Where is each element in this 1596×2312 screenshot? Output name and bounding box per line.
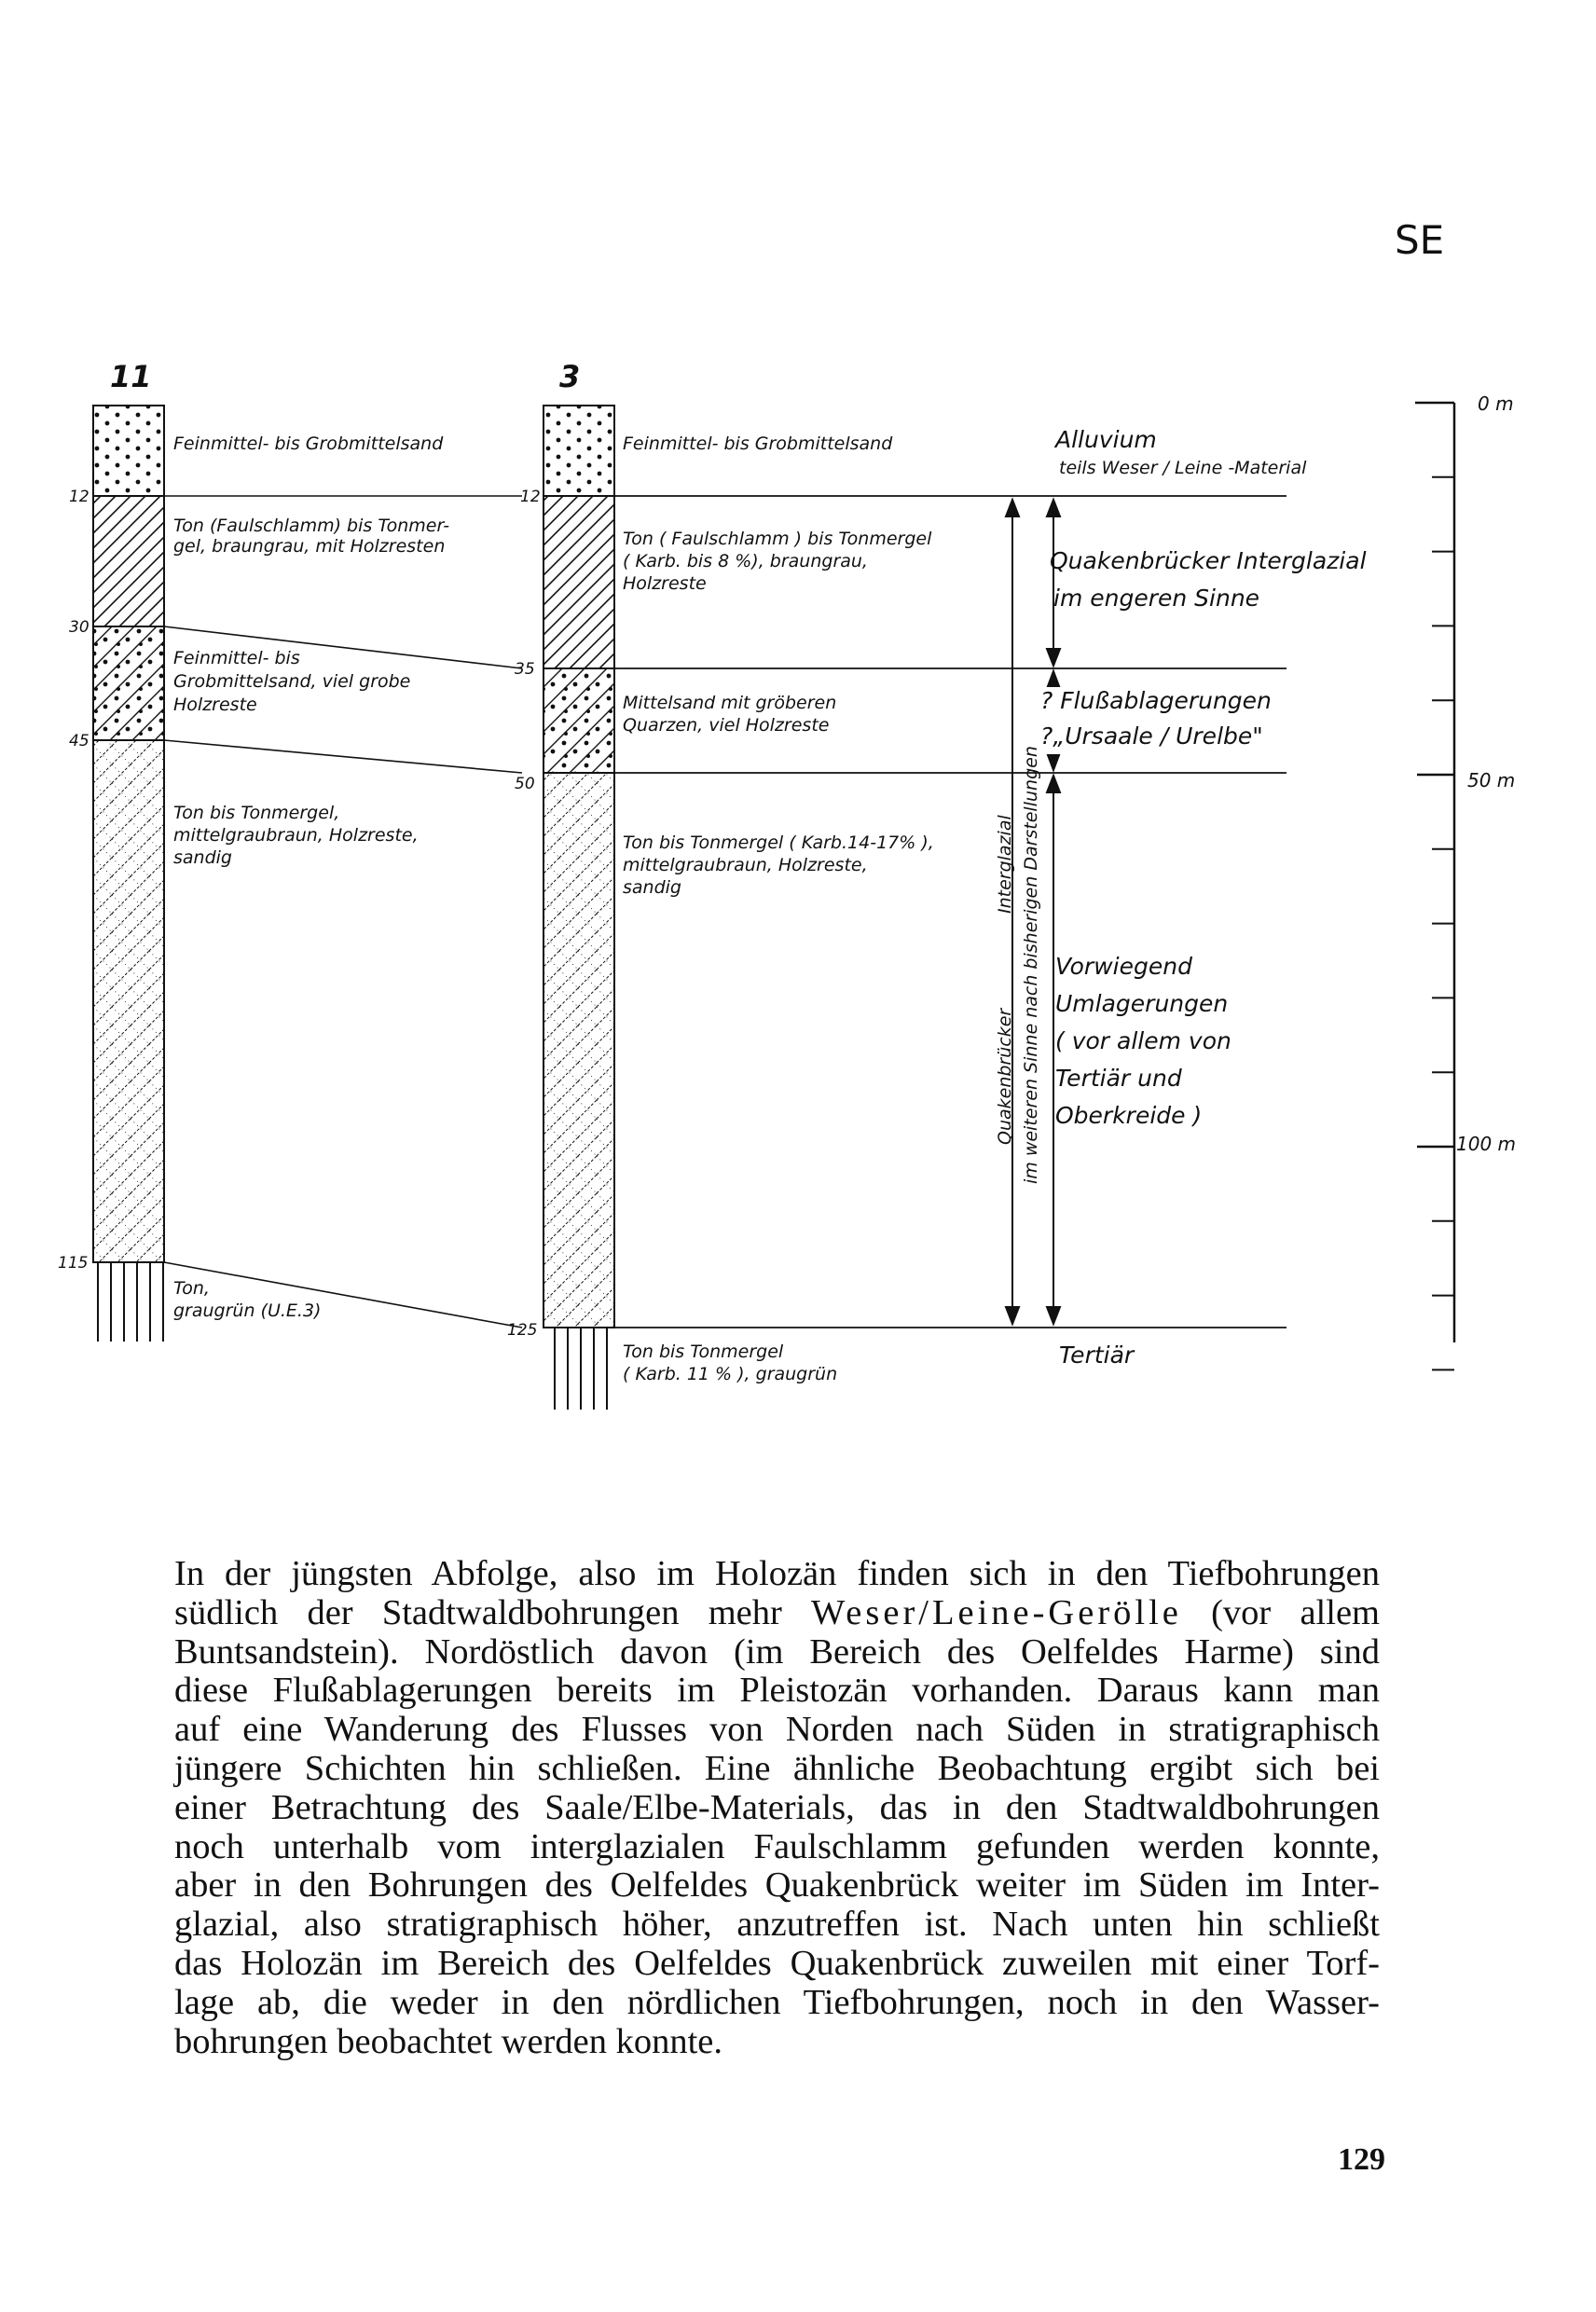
label-11-4b: mittelgraubraun, Holzreste, bbox=[173, 825, 419, 846]
label-11-4c: sandig bbox=[173, 847, 232, 868]
label-3-2b: ( Karb. bis 8 %), braungrau, bbox=[623, 551, 868, 571]
layer-3-5 bbox=[543, 1328, 614, 1410]
borehole-3-number: 3 bbox=[559, 359, 581, 394]
borehole-11-number: 11 bbox=[110, 359, 152, 394]
depth-3-125: 125 bbox=[507, 1321, 538, 1340]
body-text-line: jüngere Schichten hin schließen. Eine ähnliche Beobachtung ergibt sich bei bbox=[174, 1748, 1380, 1788]
label-11-3a: Feinmittel- bis bbox=[173, 648, 300, 668]
label-3-3a: Mittelsand mit gröberen bbox=[623, 693, 837, 713]
direction-label: SE bbox=[1395, 217, 1445, 263]
body-text-line: das Holozän im Bereich des Oelfeldes Quakenbrück zuweilen mit einer Torf- bbox=[174, 1943, 1380, 1983]
layer-3-4 bbox=[543, 773, 614, 1328]
page-number: 129 bbox=[1338, 2142, 1385, 2177]
zone-boundaries bbox=[614, 496, 1286, 1328]
zone-fluvial-1: ? Flußablagerungen bbox=[1040, 687, 1272, 714]
label-3-3b: Quarzen, viel Holzreste bbox=[623, 715, 830, 736]
vertical-label-interglazial: Interglazial bbox=[995, 815, 1015, 914]
depth-3-50: 50 bbox=[515, 775, 535, 793]
scale-bar bbox=[1415, 392, 1516, 1369]
zone-reworking-3: ( vor allem von bbox=[1055, 1027, 1231, 1054]
layer-3-2 bbox=[543, 496, 614, 668]
layer-11-3 bbox=[93, 626, 164, 740]
label-3-4c: sandig bbox=[623, 877, 681, 898]
scale-label-50m: 50 m bbox=[1467, 769, 1516, 791]
zone-interglacial-2: im engeren Sinne bbox=[1053, 585, 1260, 612]
depth-11-45: 45 bbox=[69, 732, 89, 750]
layer-3-3 bbox=[543, 668, 614, 773]
arrow-head-fluvial-top bbox=[1048, 671, 1059, 686]
layer-11-4 bbox=[93, 740, 164, 1262]
scale-label-0m: 0 m bbox=[1478, 392, 1514, 415]
label-3-2a: Ton ( Faulschlamm ) bis Tonmergel bbox=[623, 529, 932, 549]
scale-label-100m: 100 m bbox=[1456, 1133, 1517, 1155]
body-text-line: lage ab, die weder in den nördlichen Tiefbohrungen, noch in den Wasser- bbox=[174, 1982, 1380, 2022]
arrow-head-wider-bottom bbox=[1006, 1307, 1019, 1324]
zone-reworking-1: Vorwiegend bbox=[1055, 953, 1192, 980]
vertical-label-quakenbruecker: Quakenbrücker bbox=[995, 1008, 1015, 1145]
layer-11-2 bbox=[93, 496, 164, 626]
vertical-label-wider-sense: im weiteren Sinne nach bisherigen Darstellungen bbox=[1021, 746, 1041, 1184]
zone-reworking-5: Oberkreide ) bbox=[1055, 1102, 1203, 1129]
label-3-1a: Feinmittel- bis Grobmittelsand bbox=[623, 434, 893, 454]
zone-reworking-4: Tertiär und bbox=[1055, 1065, 1182, 1092]
depth-3-35: 35 bbox=[515, 660, 535, 679]
borehole-3 bbox=[507, 359, 934, 1410]
zone-tertiary: Tertiär bbox=[1059, 1342, 1135, 1369]
label-3-4b: mittelgraubraun, Holzreste, bbox=[623, 855, 868, 875]
body-text-line: südlich der Stadtwaldbohrungen mehr Weser/Leine-Gerölle (vor allem bbox=[174, 1592, 1380, 1632]
borehole-11 bbox=[58, 359, 449, 1342]
correlation-lines bbox=[164, 496, 522, 1328]
label-3-2c: Holzreste bbox=[623, 573, 707, 594]
arrow-head-reworking-top bbox=[1047, 776, 1060, 792]
body-text-line: In der jüngsten Abfolge, also im Holozän finden sich in den Tiefbohrungen bbox=[174, 1554, 1380, 1593]
label-11-2a: Ton (Faulschlamm) bis Tonmer- bbox=[173, 516, 450, 536]
depth-3-12: 12 bbox=[520, 488, 541, 506]
arrow-head-narrow-bottom bbox=[1047, 649, 1060, 666]
label-11-1a: Feinmittel- bis Grobmittelsand bbox=[173, 434, 444, 454]
body-text-line: auf eine Wanderung des Flusses von Norden nach Süden in stratigraphisch bbox=[174, 1710, 1380, 1750]
label-11-4a: Ton bis Tonmergel, bbox=[173, 803, 340, 823]
depth-11-12: 12 bbox=[69, 488, 89, 506]
label-11-2b: gel, braungrau, mit Holzresten bbox=[173, 536, 446, 557]
body-text-line: aber in den Bohrungen des Oelfeldes Quakenbrück weiter im Süden im Inter- bbox=[174, 1865, 1380, 1906]
body-text-line: Buntsandstein). Nordöstlich davon (im Bereich des Oelfeldes Harme) sind bbox=[174, 1631, 1380, 1672]
body-text-line: bohrungen beobachtet werden konnte. bbox=[174, 2021, 722, 2061]
label-3-4a: Ton bis Tonmergel ( Karb.14-17% ), bbox=[623, 833, 934, 853]
layer-11-1 bbox=[93, 406, 164, 496]
zone-interglacial-1: Quakenbrücker Interglazial bbox=[1050, 547, 1367, 574]
layer-11-5 bbox=[93, 1262, 164, 1342]
label-11-5a: Ton, bbox=[173, 1278, 210, 1299]
body-text-line: einer Betrachtung des Saale/Elbe-Materials, das in den Stadtwaldbohrungen bbox=[174, 1787, 1380, 1827]
depth-11-30: 30 bbox=[69, 618, 89, 637]
zone-reworking-2: Umlagerungen bbox=[1055, 990, 1229, 1017]
arrow-head-narrow-top bbox=[1047, 500, 1060, 516]
zone-alluvium: Alluvium bbox=[1055, 426, 1157, 453]
zone-fluvial-2: ?„Ursaale / Urelbe" bbox=[1040, 722, 1263, 750]
body-text-line: diese Flußablagerungen bereits im Pleistozän vorhanden. Daraus kann man bbox=[174, 1671, 1380, 1711]
label-3-5b: ( Karb. 11 % ), graugrün bbox=[623, 1364, 838, 1384]
label-11-5b: graugrün (U.E.3) bbox=[173, 1300, 322, 1321]
label-3-5a: Ton bis Tonmergel bbox=[623, 1342, 784, 1362]
arrow-head-fluvial-bottom bbox=[1048, 755, 1059, 770]
zone-alluvium-sub: teils Weser / Leine -Material bbox=[1059, 458, 1307, 478]
depth-11-115: 115 bbox=[58, 1254, 89, 1273]
body-text bbox=[174, 1555, 1380, 2061]
scale-ticks bbox=[1417, 477, 1454, 1370]
label-11-3b: Grobmittelsand, viel grobe bbox=[173, 671, 411, 692]
body-text-line: noch unterhalb vom interglazialen Faulschlamm gefunden werden konnte, bbox=[174, 1826, 1380, 1866]
label-11-3c: Holzreste bbox=[173, 695, 257, 715]
arrow-head-reworking-bottom bbox=[1047, 1307, 1060, 1324]
layer-3-1 bbox=[543, 406, 614, 496]
arrow-head-wider-top bbox=[1006, 500, 1019, 516]
body-text-line: glazial, also stratigraphisch höher, anzutreffen ist. Nach unten hin schließt bbox=[174, 1905, 1380, 1945]
